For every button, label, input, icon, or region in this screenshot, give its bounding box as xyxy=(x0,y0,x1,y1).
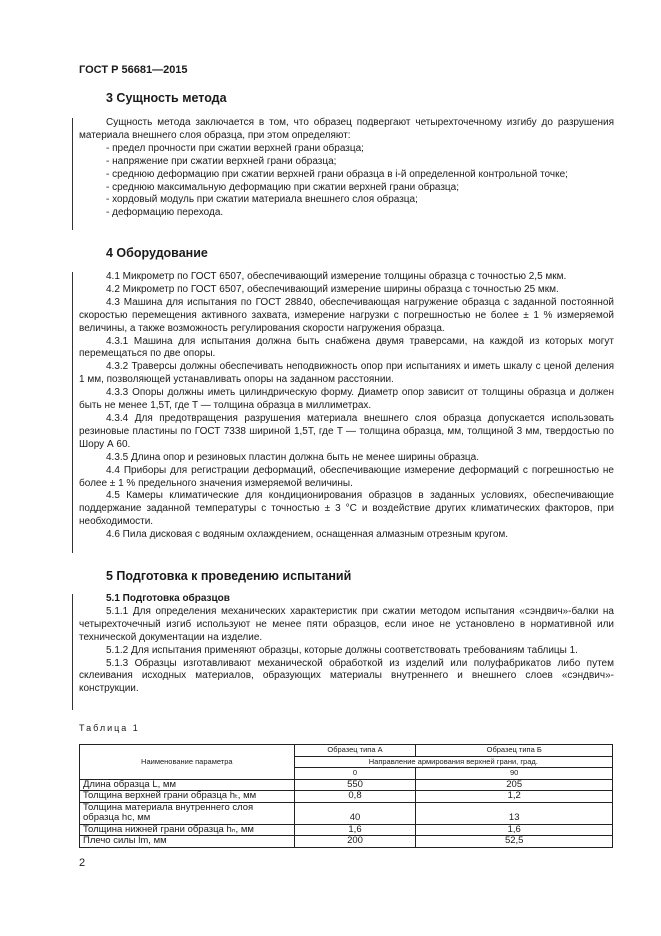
row-name: Длина образца L, мм xyxy=(80,779,295,791)
type-b-header: Образец типа Б xyxy=(416,745,613,757)
row-value-b: 13 xyxy=(416,802,613,824)
clause-4-6: 4.6 Пила дисковая с водяным охлаждением, оснащенная алмазным отрезным кругом. xyxy=(106,529,509,541)
section-5-title: 5 Подготовка к проведению испытаний xyxy=(106,569,352,583)
clause-4-3-1: 4.3.1 Машина для испытания должна быть снабжена двумя траверсами, на каждой из которых могут перемещаться по две опоры. xyxy=(79,335,614,360)
angle-a: 0 xyxy=(294,768,416,780)
specimen-table xyxy=(79,744,613,848)
section-4-body xyxy=(79,271,614,542)
clause-4-5: 4.5 Камеры климатические для кондиционирования образцов в заданных условиях, обеспечивающие поддержание заданной температуры с точностью ± 3 °С и воздействие других климатических факторов, при необходимости. xyxy=(79,490,614,528)
subsection-5-1-title: 5.1 Подготовка образцов xyxy=(106,593,230,604)
table-caption: Таблица 1 xyxy=(79,723,140,733)
section-3-intro: Сущность метода заключается в том, что образец подвергают четырехточечному изгибу до разрушения материала внешнего слоя образца, при этом определяют: xyxy=(79,117,614,141)
row-value-a: 40 xyxy=(294,802,416,824)
section-3-body xyxy=(79,117,614,220)
row-value-a: 550 xyxy=(294,779,416,791)
row-value-b: 52,5 xyxy=(416,836,613,848)
row-value-b: 1,6 xyxy=(416,824,613,836)
table-row xyxy=(80,836,613,848)
table-row xyxy=(80,824,613,836)
document-header: ГОСТ Р 56681—2015 xyxy=(79,64,188,76)
row-value-b: 205 xyxy=(416,779,613,791)
table-row xyxy=(80,802,613,824)
clause-4-2: 4.2 Микрометр по ГОСТ 6507, обеспечивающий измерение ширины образца с точностью 25 мкм. xyxy=(106,283,559,295)
clause-4-3-3: 4.3.3 Опоры должны иметь цилиндрическую форму. Диаметр опор зависит от толщины образца и должен быть не менее 1,5T, где T — толщина образца в миллиметрах. xyxy=(79,387,614,412)
list-item: - хордовый модуль при сжатии материала внешнего слоя образца; xyxy=(106,194,418,206)
change-bar xyxy=(72,272,73,553)
clause-4-3-5: 4.3.5 Длина опор и резиновых пластин должна быть не менее ширины образца. xyxy=(106,451,479,463)
row-value-a: 200 xyxy=(294,836,416,848)
row-value-a: 1,6 xyxy=(294,824,416,836)
section-3-title: 3 Сущность метода xyxy=(106,91,227,105)
table-row xyxy=(80,779,613,791)
list-item: - предел прочности при сжатии верхней грани образца; xyxy=(106,142,364,154)
row-value-a: 0,8 xyxy=(294,791,416,803)
list-item: - среднюю деформацию при сжатии верхней грани образца в i-й определенной контрольной точке; xyxy=(106,168,568,180)
table-row xyxy=(80,791,613,803)
change-bar xyxy=(72,118,73,230)
row-name: Толщина материала внутреннего слоя образца hc, мм xyxy=(80,802,295,824)
type-a-header: Образец типа А xyxy=(294,745,416,757)
row-name: Толщина нижней грани образца hₙ, мм xyxy=(80,824,295,836)
clause-4-3-2: 4.3.2 Траверсы должны обеспечивать неподвижность опор при испытаниях и иметь шкалу с ценой деления 1 мм, позволяющей устанавливать опоры на заданном расстоянии. xyxy=(79,361,614,386)
section-5-body xyxy=(79,593,614,696)
row-name: Толщина верхней грани образца hₜ, мм xyxy=(80,791,295,803)
row-value-b: 1,2 xyxy=(416,791,613,803)
clause-4-4: 4.4 Приборы для регистрации деформаций, обеспечивающие измерение деформаций с погрешностью не более ± 1 % предельного значения измеряемой величины. xyxy=(79,464,614,489)
clause-4-1: 4.1 Микрометр по ГОСТ 6507, обеспечивающий измерение толщины образца с точностью 2,5 мкм. xyxy=(106,271,567,282)
clause-4-3-4: 4.3.4 Для предотвращения разрушения материала внешнего слоя образца допускается использовать резиновые пластины по ГОСТ 7338 шириной 1,5T, где T — толщина образца, мм, толщиной 3 мм, твердостью по Шору А 60. xyxy=(79,412,614,450)
direction-header: Направление армирования верхней грани, град. xyxy=(294,756,612,768)
list-item: - среднюю максимальную деформацию при сжатии верхней грани образца; xyxy=(106,181,459,193)
row-name: Плечо силы lm, мм xyxy=(80,836,295,848)
clause-4-3: 4.3 Машина для испытания по ГОСТ 28840, обеспечивающая нагружение образца с заданной постоянной скоростью перемещения активного захвата, измерение нагрузки с погрешностью не более ± 1 % измеряемой величины, а также возможность регулирования скорости нагружения образца. xyxy=(79,296,614,334)
clause-5-1-2: 5.1.2 Для испытания применяют образцы, которые должны соответствовать требованиям таблицы 1. xyxy=(106,644,578,656)
angle-b: 90 xyxy=(416,768,613,780)
section-4-title: 4 Оборудование xyxy=(106,246,208,260)
change-bar xyxy=(72,594,73,710)
list-item: - напряжение при сжатии верхней грани образца; xyxy=(106,155,337,167)
clause-5-1-3: 5.1.3 Образцы изготавливают механической обработкой из изделий или полуфабрикатов либо путем склеивания исходных материалов, образующих материалы внутреннего и внешнего слоев «сэндвич»-конструкции. xyxy=(79,657,614,695)
page-number: 2 xyxy=(79,857,86,869)
param-header: Наименование параметра xyxy=(80,745,295,780)
list-item: - деформацию перехода. xyxy=(106,207,224,219)
clause-5-1-1: 5.1.1 Для определения механических характеристик при сжатии методом испытания «сэндвич»-балки на четырехточечный изгиб используют не менее пяти образцов, если иное не установлено в нормативной или технической документации на изделие. xyxy=(79,605,614,643)
